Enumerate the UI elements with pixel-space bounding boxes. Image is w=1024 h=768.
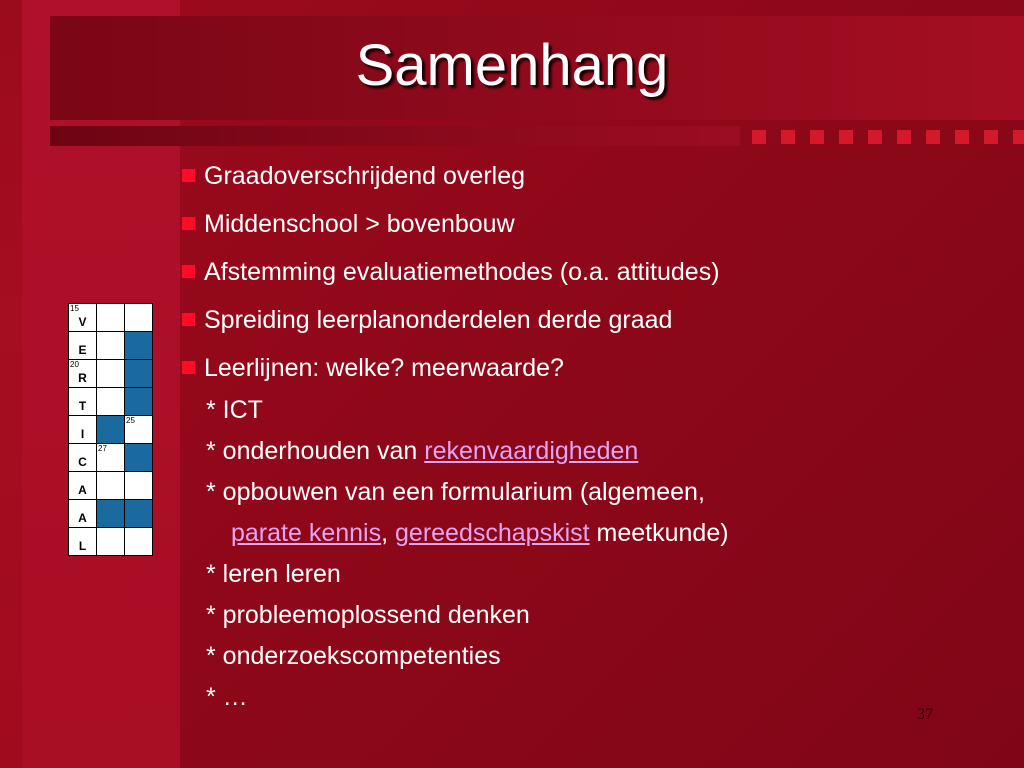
- bullet-item: Spreiding leerplanonderdelen derde graad: [180, 302, 672, 338]
- crossword-cell: [125, 472, 152, 499]
- bullet-square-icon: [182, 361, 195, 374]
- crossword-cell: T: [69, 388, 96, 415]
- decor-square: [839, 130, 853, 144]
- bullet-item: Middenschool > bovenbouw: [180, 206, 515, 242]
- decor-square: [752, 130, 766, 144]
- bullet-item: Graadoverschrijdend overleg: [180, 158, 525, 194]
- decor-square: [868, 130, 882, 144]
- sub-item: * onderzoekscompetenties: [206, 642, 501, 670]
- bullet-square-icon: [182, 169, 195, 182]
- decor-square: [984, 130, 998, 144]
- sub-item: * onderhouden van rekenvaardigheden: [206, 437, 639, 465]
- decor-square: [926, 130, 940, 144]
- sub-item: * leren leren: [206, 560, 341, 588]
- crossword-cell: [97, 388, 124, 415]
- page-number: 37: [917, 706, 933, 723]
- crossword-cell-shaded: [97, 500, 124, 527]
- decor-square: [810, 130, 824, 144]
- sub-item: * …: [206, 683, 248, 711]
- link-parate-kennis[interactable]: parate kennis: [231, 519, 382, 547]
- sub-item-continuation: parate kennis, gereedschapskist meetkunde): [231, 519, 729, 547]
- crossword-cell-shaded: [97, 416, 124, 443]
- decor-square: [781, 130, 795, 144]
- crossword-cell: [97, 360, 124, 387]
- crossword-cell-shaded: [125, 388, 152, 415]
- crossword-cell: [97, 528, 124, 555]
- link-gereedschapskist[interactable]: gereedschapskist: [395, 519, 590, 547]
- bullet-item: Afstemming evaluatiemethodes (o.a. attitudes): [180, 254, 720, 290]
- bullet-square-icon: [182, 265, 195, 278]
- crossword-cell: L: [69, 528, 96, 555]
- crossword-cell: 27: [97, 444, 124, 471]
- sub-item: * opbouwen van een formularium (algemeen,: [206, 478, 705, 506]
- slide-title: Samenhang: [355, 33, 669, 98]
- decor-square: [955, 130, 969, 144]
- decor-square: [897, 130, 911, 144]
- crossword-cell: 15 V: [69, 304, 96, 331]
- crossword-cell: A: [69, 472, 96, 499]
- crossword-cell-shaded: [125, 500, 152, 527]
- crossword-cell: E: [69, 332, 96, 359]
- crossword-cell: [125, 528, 152, 555]
- link-rekenvaardigheden[interactable]: rekenvaardigheden: [424, 437, 639, 465]
- crossword-cell: [97, 304, 124, 331]
- crossword-cell: I: [69, 416, 96, 443]
- bullet-item: Leerlijnen: welke? meerwaarde?: [180, 350, 564, 386]
- sub-item: * ICT: [206, 396, 263, 424]
- bullet-square-icon: [182, 313, 195, 326]
- crossword-cell: [125, 304, 152, 331]
- title-underline-strip: [50, 126, 740, 146]
- crossword-image: [68, 303, 153, 556]
- crossword-cell-shaded: [125, 444, 152, 471]
- crossword-cell: A: [69, 500, 96, 527]
- crossword-cell-shaded: [125, 332, 152, 359]
- crossword-cell: [97, 472, 124, 499]
- bullet-square-icon: [182, 217, 195, 230]
- crossword-cell-shaded: [125, 360, 152, 387]
- sub-item: * probleemoplossend denken: [206, 601, 530, 629]
- crossword-cell: C: [69, 444, 96, 471]
- crossword-cell: [97, 332, 124, 359]
- decor-square: [1013, 130, 1024, 144]
- crossword-cell: 20 R: [69, 360, 96, 387]
- crossword-cell: 25: [125, 416, 152, 443]
